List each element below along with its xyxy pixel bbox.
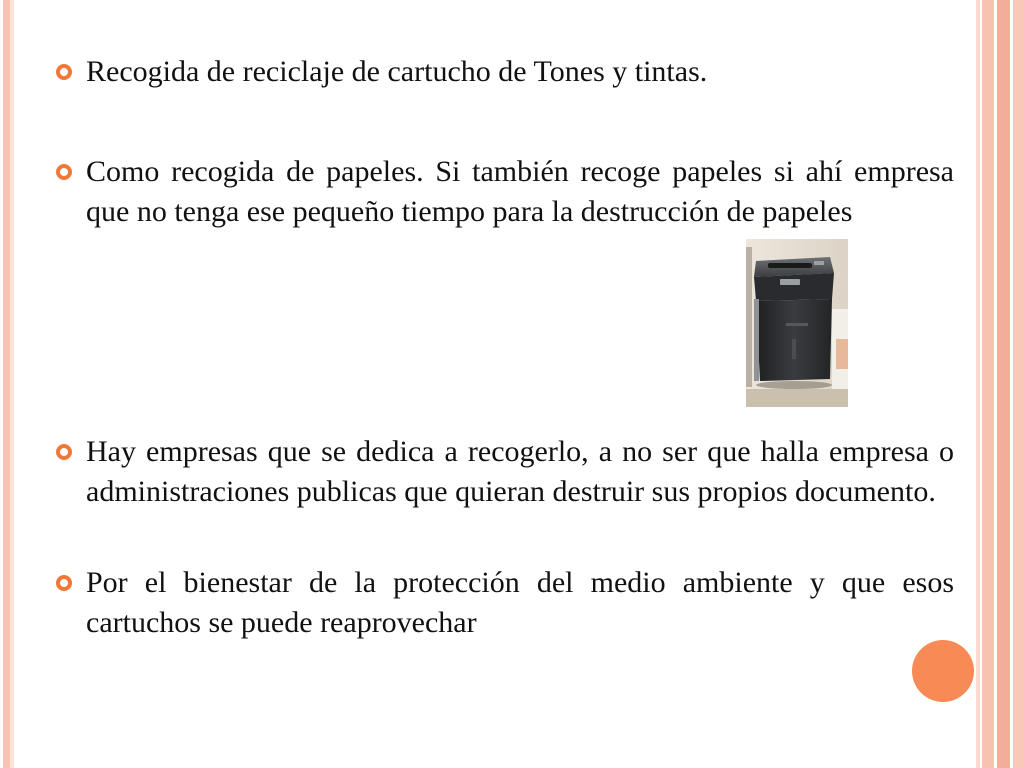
bullet-text: Por el bienestar de la protección del medio ambiente y que esos cartuchos se puede reaprovechar [86, 566, 954, 639]
ring-bullet-icon [56, 64, 72, 80]
bullet-item-2 [86, 152, 954, 232]
bullet-text: Hay empresas que se dedica a recogerlo, a no ser que halla empresa o administraciones publicas que quieran destruir sus propios documento. [86, 435, 954, 508]
ring-bullet-icon [56, 444, 72, 460]
paper-shredder-photo [746, 239, 848, 407]
bullet-item-4 [86, 563, 954, 643]
ring-bullet-icon [56, 164, 72, 180]
bullet-text: Como recogida de papeles. Si también recoge papeles si ahí empresa que no tenga ese pequeño tiempo para la destrucción de papeles [86, 155, 954, 228]
ring-bullet-icon [56, 575, 72, 591]
bullet-text: Recogida de reciclaje de cartucho de Tones y tintas. [86, 55, 708, 88]
bullet-item-3 [86, 432, 954, 512]
bullet-item-1 [86, 52, 954, 92]
decorative-orange-circle [912, 640, 974, 702]
